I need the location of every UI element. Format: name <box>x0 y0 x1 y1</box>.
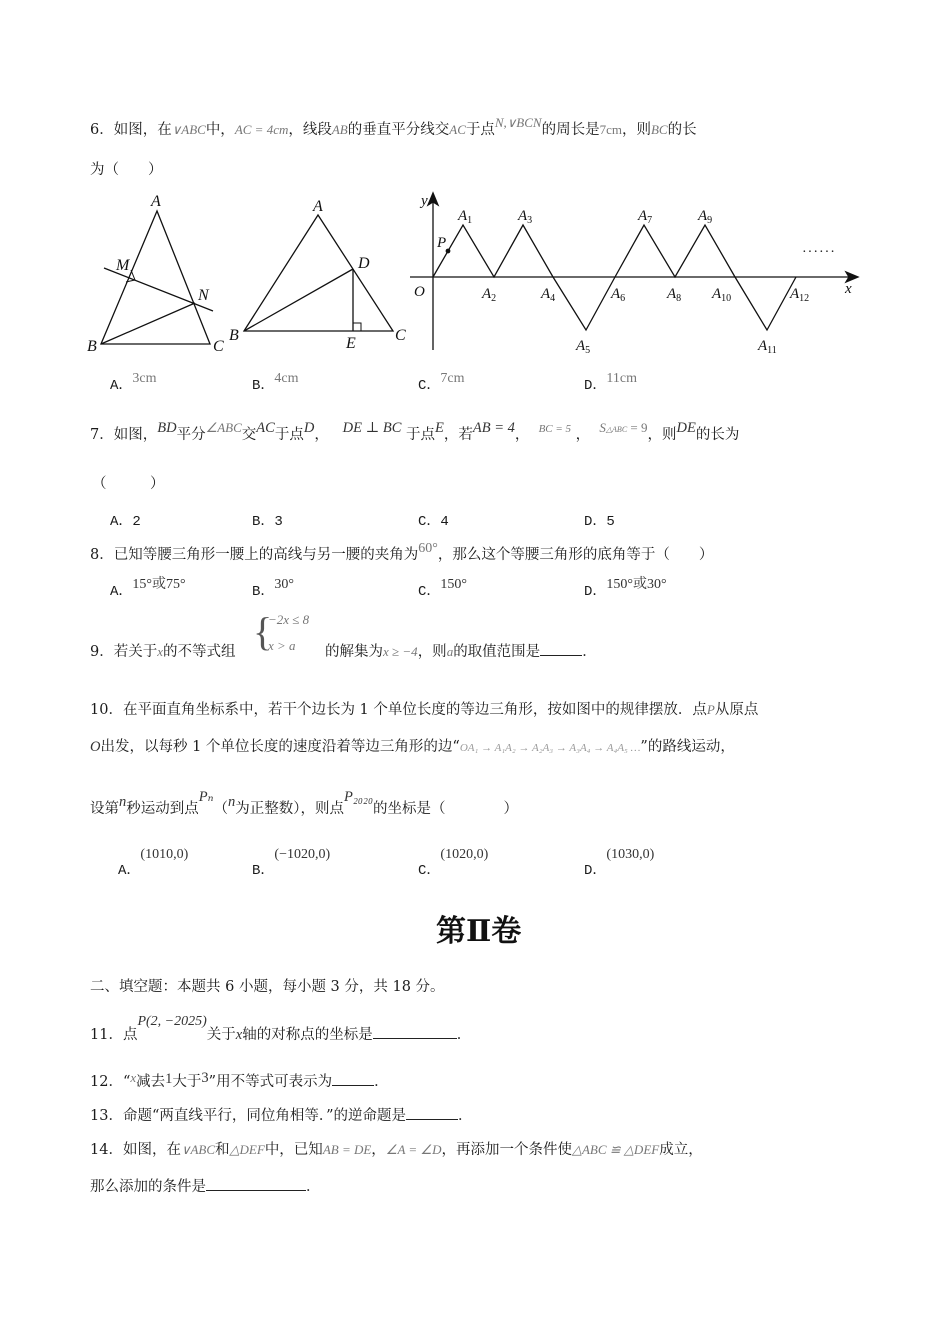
q9-var: a <box>446 644 454 659</box>
q9-text: 的取值范围是 <box>453 644 541 660</box>
svg-text:A9: $A_9$ <box>698 208 713 226</box>
q11-var: x <box>235 1027 243 1043</box>
fig3-ellipsis: ······ <box>802 245 836 260</box>
fig1-label-c: C <box>213 338 224 355</box>
svg-text:A11: $A_{11}$ <box>758 338 777 356</box>
q7-math: BD <box>157 420 177 436</box>
q14-math: ∨ABC <box>180 1142 216 1157</box>
q14-text: 成立， <box>659 1142 703 1158</box>
figure-1 <box>101 211 213 344</box>
q10-option-c[interactable] <box>418 843 489 879</box>
q7-text: ， <box>514 427 530 443</box>
option-label: A． <box>110 584 133 600</box>
q6-text: 的长 <box>667 122 697 138</box>
option-value: 11cm <box>606 371 637 386</box>
option-label: D． <box>584 863 607 879</box>
q6-math: AC <box>449 122 466 137</box>
q14-math: △ABC ≌ △DEF <box>571 1142 660 1157</box>
fig3-point-p-label: P <box>437 235 447 251</box>
svg-text:A1: $A_1$ <box>458 208 473 226</box>
q13-text: ． <box>458 1108 473 1124</box>
option-label: C． <box>418 514 441 530</box>
q10-text: ”的路线运动， <box>640 739 735 755</box>
option-value: (−1020,0) <box>274 847 331 862</box>
q11-text: 轴的对称点的坐标是 <box>242 1027 373 1043</box>
option-value: 3 <box>274 514 283 530</box>
q10-text: 从原点 <box>714 702 759 718</box>
q7-text: ，则 <box>647 427 677 443</box>
q7-math: DE ⊥ BC <box>342 420 402 436</box>
q6-text: 的垂直平分线交 <box>347 122 450 138</box>
q12-text: 减去 <box>136 1074 166 1090</box>
q9-inequality-1: −2x ≤ 8 <box>268 612 310 627</box>
question-14-line1 <box>90 1138 703 1159</box>
option-value: 4cm <box>274 371 299 386</box>
figure-2 <box>244 215 393 331</box>
q11-text: ． <box>456 1027 472 1043</box>
q7-option-c[interactable] <box>418 510 449 530</box>
q8-option-c[interactable] <box>418 577 468 600</box>
q8-option-b[interactable] <box>252 577 295 600</box>
option-value: (1010,0) <box>140 847 189 862</box>
q14-math: AB = DE <box>322 1142 372 1157</box>
q7-text: ， <box>575 427 591 443</box>
q7-text: 7．如图， <box>90 427 158 443</box>
q6-math: 7cm <box>599 122 622 137</box>
area-subscript: △ABC <box>605 425 628 434</box>
question-11 <box>90 1014 472 1044</box>
q11-point: P(2, −2025) <box>137 1014 207 1029</box>
q12-num: 3 <box>201 1070 209 1086</box>
question-13 <box>90 1104 473 1125</box>
q7-text: ， <box>314 427 329 443</box>
q11-text: 关于 <box>206 1027 236 1043</box>
q11-answer-blank[interactable] <box>373 1024 457 1039</box>
fig2-label-a: A <box>313 198 323 215</box>
section-2-instructions: 二、填空题：本题共 6 小题，每小题 3 分，共 18 分。 <box>90 979 445 995</box>
q10-option-d[interactable] <box>584 843 655 879</box>
q10-text: 10．在平面直角坐标系中，若干个边长为 1 个单位长度的等边三角形，按如图中的规律摆放．点 <box>90 702 707 718</box>
fig2-label-e: E <box>346 335 356 352</box>
option-value: 150° <box>440 577 468 592</box>
q10-path: OA₁ → A₁A₂ → A₂A₃ → A₃A₄ → A₄A₅ … <box>459 742 641 754</box>
q14-math: ∠A = ∠D <box>385 1142 442 1157</box>
q6-math: ∨ABC <box>171 122 206 137</box>
q10-option-b[interactable] <box>252 843 331 879</box>
q9-text: ． <box>582 644 597 660</box>
q10-var: O <box>90 739 101 755</box>
q6-option-b[interactable] <box>252 371 299 394</box>
svg-text:A6: $A_6$ <box>611 286 626 304</box>
option-value: (1020,0) <box>440 847 489 862</box>
fig2-label-c: C <box>395 327 406 344</box>
q8-text: 8．已知等腰三角形一腰上的高线与另一腰的夹角为 <box>90 547 419 563</box>
figure-3 <box>410 193 858 350</box>
question-7-stem-line2: （ ） <box>92 476 165 492</box>
q9-text: ，则 <box>417 644 447 660</box>
q8-angle: 60° <box>418 541 438 556</box>
fig1-label-b: B <box>87 338 97 355</box>
q14-text: ． <box>306 1179 321 1195</box>
option-value: 30° <box>274 577 295 592</box>
q7-math: D <box>303 420 315 436</box>
svg-text:A10: $A_{10}$ <box>712 286 732 304</box>
q6-text: ，则 <box>621 122 651 138</box>
q12-text: ． <box>374 1074 389 1090</box>
option-label: C． <box>418 378 441 394</box>
question-9-stem-rest <box>325 640 597 661</box>
figure-triangle-perpendicular-bisector <box>0 0 950 370</box>
question-10-line2 <box>90 735 735 756</box>
q10-text: 的坐标是（ ） <box>373 801 519 817</box>
q6-math: BC <box>650 122 668 137</box>
q10-p2020: P₂₀₂₀ <box>343 789 374 805</box>
q10-var: P <box>706 702 715 717</box>
svg-text:A4: $A_4$ <box>541 286 556 304</box>
q7-math: BC = 5 <box>538 423 572 435</box>
q6-math: AC = 4cm <box>234 122 289 137</box>
q10-text: 设第 <box>90 801 119 817</box>
question-10-line3 <box>90 789 519 818</box>
option-value: (1030,0) <box>606 847 655 862</box>
q9-text: 的不等式组 <box>163 644 236 660</box>
q14-text: ， <box>371 1142 386 1158</box>
option-label: C． <box>418 584 441 600</box>
question-6-stem-line2: 为（ ） <box>90 162 163 178</box>
q7-text: 的长为 <box>695 427 740 443</box>
fig2-label-d: D <box>358 255 370 272</box>
option-value: 4 <box>440 514 449 530</box>
question-7-stem <box>90 420 740 444</box>
q14-answer-blank[interactable] <box>206 1176 306 1191</box>
q12-text: 12．“ <box>90 1074 131 1090</box>
q12-text: ”用不等式可表示为 <box>208 1074 333 1090</box>
q6-math: AB <box>331 122 348 137</box>
q9-text: 的解集为 <box>325 644 383 660</box>
q6-text: 于点 <box>465 122 495 138</box>
q12-answer-blank[interactable] <box>332 1071 374 1086</box>
fig1-label-m: M <box>116 257 130 274</box>
q10-pn: Pₙ <box>198 789 214 805</box>
svg-text:A12: $A_{12}$ <box>790 286 810 304</box>
option-value: 7cm <box>440 371 465 386</box>
q9-text: 9．若关于 <box>90 644 158 660</box>
q10-var: n <box>119 794 127 810</box>
q7-text: 于点 <box>406 427 435 443</box>
q7-text: ，若 <box>443 427 473 443</box>
svg-text:A3: $A_3$ <box>518 208 533 226</box>
svg-text:A2: $A_2$ <box>482 286 497 304</box>
option-label: C． <box>418 863 441 879</box>
option-label: D． <box>584 514 607 530</box>
q8-text: ，那么这个等腰三角形的底角等于（ ） <box>437 547 714 563</box>
area-value: = 9 <box>627 420 648 435</box>
option-label: B． <box>252 514 275 530</box>
fig3-origin-label: O <box>414 284 425 300</box>
question-12 <box>90 1070 389 1091</box>
svg-text:A7: $A_7$ <box>638 208 653 226</box>
fig1-label-n: N <box>198 287 209 304</box>
question-8-stem <box>90 543 713 564</box>
q14-text: 那么添加的条件是 <box>90 1179 206 1195</box>
option-value: 15°或75° <box>132 577 186 592</box>
q6-option-a[interactable] <box>110 371 157 394</box>
q7-text: 于点 <box>274 427 304 443</box>
q12-var: x <box>130 1070 137 1085</box>
q9-system-brace: { <box>253 609 273 654</box>
svg-text:A8: $A_8$ <box>667 286 682 304</box>
question-10-line1 <box>90 698 758 719</box>
option-label: A． <box>118 863 141 879</box>
q8-option-d[interactable] <box>584 577 667 600</box>
q7-text: 平分 <box>176 427 206 443</box>
q10-text: 秒运动到点 <box>126 801 199 817</box>
option-label: D． <box>584 378 607 394</box>
fig3-axis-y-label: y <box>421 193 428 209</box>
q14-text: ，再添加一个条件使 <box>441 1142 572 1158</box>
q7-text: 交 <box>241 427 257 443</box>
q10-text: 出发，以每秒 1 个单位长度的速度沿着等边三角形的边“ <box>100 739 460 755</box>
q7-math: AB = 4 <box>472 420 515 436</box>
q11-text: 11．点 <box>90 1027 138 1043</box>
option-value: 3cm <box>132 371 157 386</box>
q14-math: △DEF <box>229 1142 265 1157</box>
q7-option-a[interactable] <box>110 510 141 530</box>
fig2-label-b: B <box>229 327 239 344</box>
q8-option-a[interactable] <box>110 577 186 600</box>
fig3-axis-x-label: x <box>845 281 852 297</box>
option-label: B． <box>252 378 275 394</box>
q6-option-d[interactable] <box>584 371 637 394</box>
q6-text: ，线段 <box>288 122 332 138</box>
option-value: 2 <box>132 514 141 530</box>
q7-math: DE <box>676 420 696 436</box>
question-9-stem <box>90 640 236 661</box>
q6-text: 6．如图，在 <box>90 122 172 138</box>
svg-text:A5: $A_5$ <box>576 338 591 356</box>
option-label: A． <box>110 378 133 394</box>
option-label: B． <box>252 584 275 600</box>
q7-option-d[interactable] <box>584 510 615 530</box>
q6-option-c[interactable] <box>418 371 465 394</box>
q14-text: 和 <box>215 1142 230 1158</box>
q14-text: 中，已知 <box>264 1142 323 1158</box>
q14-text: 14．如图，在 <box>90 1142 181 1158</box>
q12-text: 大于 <box>172 1074 202 1090</box>
option-label: D． <box>584 584 607 600</box>
q7-math: AC <box>256 420 275 436</box>
q6-math: N,∨BCN <box>494 115 542 130</box>
q10-text: （ <box>213 801 228 817</box>
section-2-title: 第Ⅱ卷 <box>436 914 522 949</box>
q7-option-b[interactable] <box>252 510 283 530</box>
q10-text: 为正整数），则点 <box>235 801 344 817</box>
q9-inequality-2: x > a <box>268 638 296 653</box>
option-value: 150°或30° <box>606 577 667 592</box>
q10-var: n <box>227 794 236 810</box>
question-14-line2 <box>90 1175 321 1196</box>
q7-math: E <box>435 420 444 436</box>
q13-answer-blank[interactable] <box>406 1105 458 1120</box>
q13-text: 13．命题“两直线平行，同位角相等．”的逆命题是 <box>90 1108 407 1124</box>
q9-var: x <box>157 644 164 659</box>
option-value: 5 <box>606 514 615 530</box>
q7-area-expression <box>599 420 647 435</box>
area-s: S <box>599 420 606 435</box>
q9-solution: x ≥ −4 <box>383 644 418 659</box>
fig3-point-labels <box>457 208 809 356</box>
q6-text: 中， <box>205 122 235 138</box>
option-label: B． <box>252 863 275 879</box>
q10-option-a[interactable] <box>118 843 189 879</box>
option-label: A． <box>110 514 133 530</box>
q12-num: 1 <box>165 1071 173 1087</box>
q6-text: 的周长是 <box>541 122 600 138</box>
fig1-label-a: A <box>151 193 161 210</box>
q9-answer-blank[interactable] <box>540 641 582 656</box>
q7-math: ∠ABC <box>205 420 242 435</box>
